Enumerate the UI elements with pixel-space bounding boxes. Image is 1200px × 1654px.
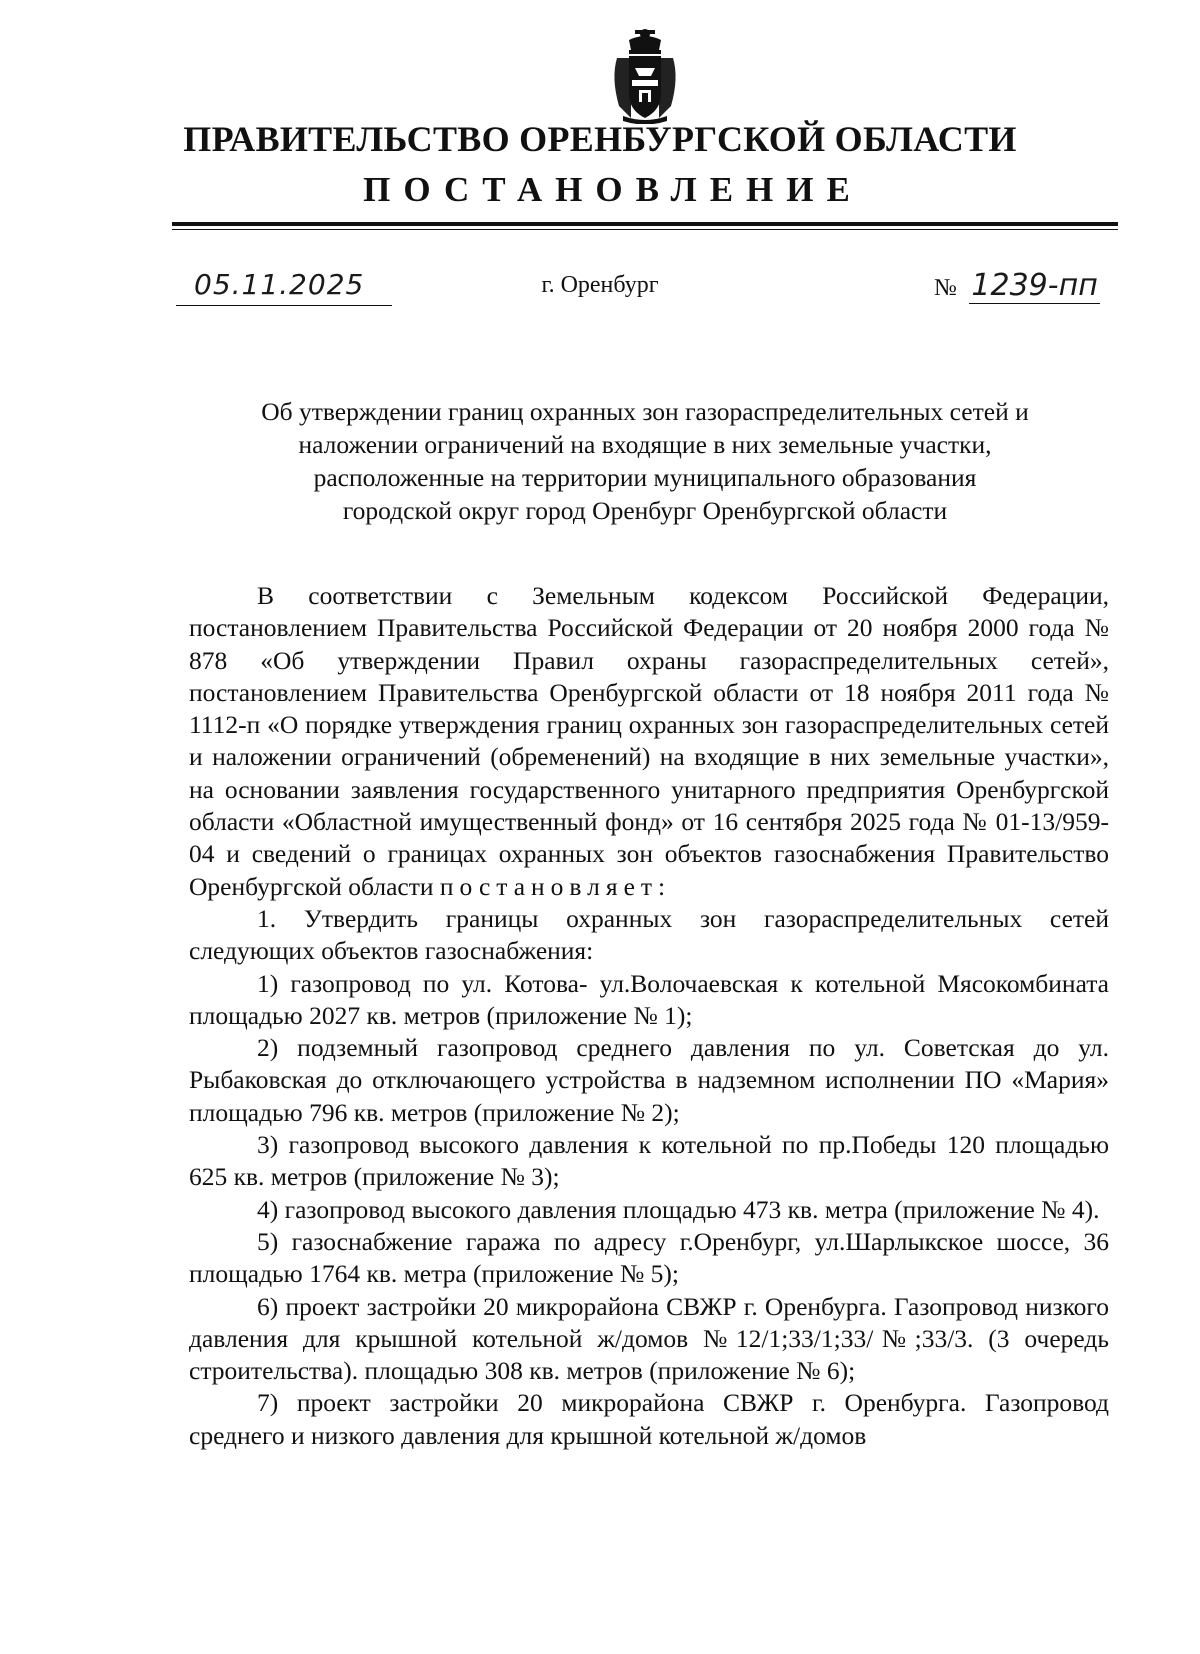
header-divider-thin [172,229,1118,230]
document-number [934,268,1100,304]
number-value: 1239-пп [971,268,1098,303]
document-city: г. Оренбург [541,272,659,298]
decree-word: постановляет [439,871,659,901]
header-divider-thick [172,222,1118,226]
document-date: 05.11.2025 [176,268,392,306]
subject-line: наложении ограничений на входящие в них земельные участки, [298,430,992,459]
coat-of-arms-emblem [609,28,681,124]
sub-item-4: 4) газопровод высокого давления площадью 473 кв. метра (приложение № 4). [257,1194,1100,1224]
document-type-title: ПОСТАНОВЛЕНИЕ [363,170,863,209]
sub-item-5: 5) газоснабжение гаража по адресу г.Оренбург, ул.Шарлыкское шоссе, 36 площадью 1764 кв. метра (приложение № 5); [189,1226,1109,1289]
sub-item-3: 3) газопровод высокого давления к котельной по пр.Победы 120 площадью 625 кв. метров (приложение № 3); [189,1130,1109,1192]
government-title: ПРАВИТЕЛЬСТВО ОРЕНБУРГСКОЙ ОБЛАСТИ [183,119,1017,159]
preamble-paragraph [189,580,1109,903]
sub-item-6: 6) проект застройки 20 микрорайона СВЖР г. Оренбурга. Газопровод низкого давления для крышной котельной ж/домов №12/1;33/1;33/№;33/3. (3 очередь строительства). площадью 308 кв. метров (приложение № 6); [189,1291,1109,1386]
subject-line: Об утверждении границ охранных зон газораспределительных сетей и [261,397,1029,426]
number-sign: № [934,275,957,301]
decree-colon: : [658,871,666,901]
document-body [189,580,1109,1452]
sub-item-1: 1) газопровод по ул. Котова- ул.Волочаевская к котельной Мясокомбината площадью 2027 кв. метров (приложение № 1); [189,968,1109,1030]
sub-item-7: 7) проект застройки 20 микрорайона СВЖР г. Оренбурга. Газопровод среднего и низкого давления для крышной котельной ж/домов [189,1388,1109,1450]
subject-line: расположенные на территории муниципального образования [313,463,977,492]
sub-item-2: 2) подземный газопровод среднего давления по ул. Советская до ул. Рыбаковская до отключающего устройства в надземном исполнении ПО «Мария» площадью 796 кв. метров (приложение № 2); [189,1033,1109,1127]
item-1-paragraph: 1. Утвердить границы охранных зон газораспределительных сетей следующих объектов газоснабжения: [189,903,1109,966]
document-subject [200,395,1090,527]
subject-line: городской округ город Оренбург Оренбургской области [342,496,948,525]
preamble-text: В соответствии с Земельным кодексом Российской Федерации, постановлением Правительства Российской Федерации от 20 ноября 2000 года № 878 «Об утверждении Правил охраны газораспределительных сетей», постановлением Правительства Оренбургской области от 18 ноября 2011 года № 1112-п «О порядке утверждения границ охранных зон газораспределительных сетей и наложении ограничений (обременений) на входящие в них земельные участки», на основании заявления государственного унитарного предприятия Оренбургской области «Областной имущественный фонд» от 16 сентября 2025 года № 01-13/959-04 и сведений о границах охранных зон объектов газоснабжения Правительство Оренбургской области [189,581,1109,901]
